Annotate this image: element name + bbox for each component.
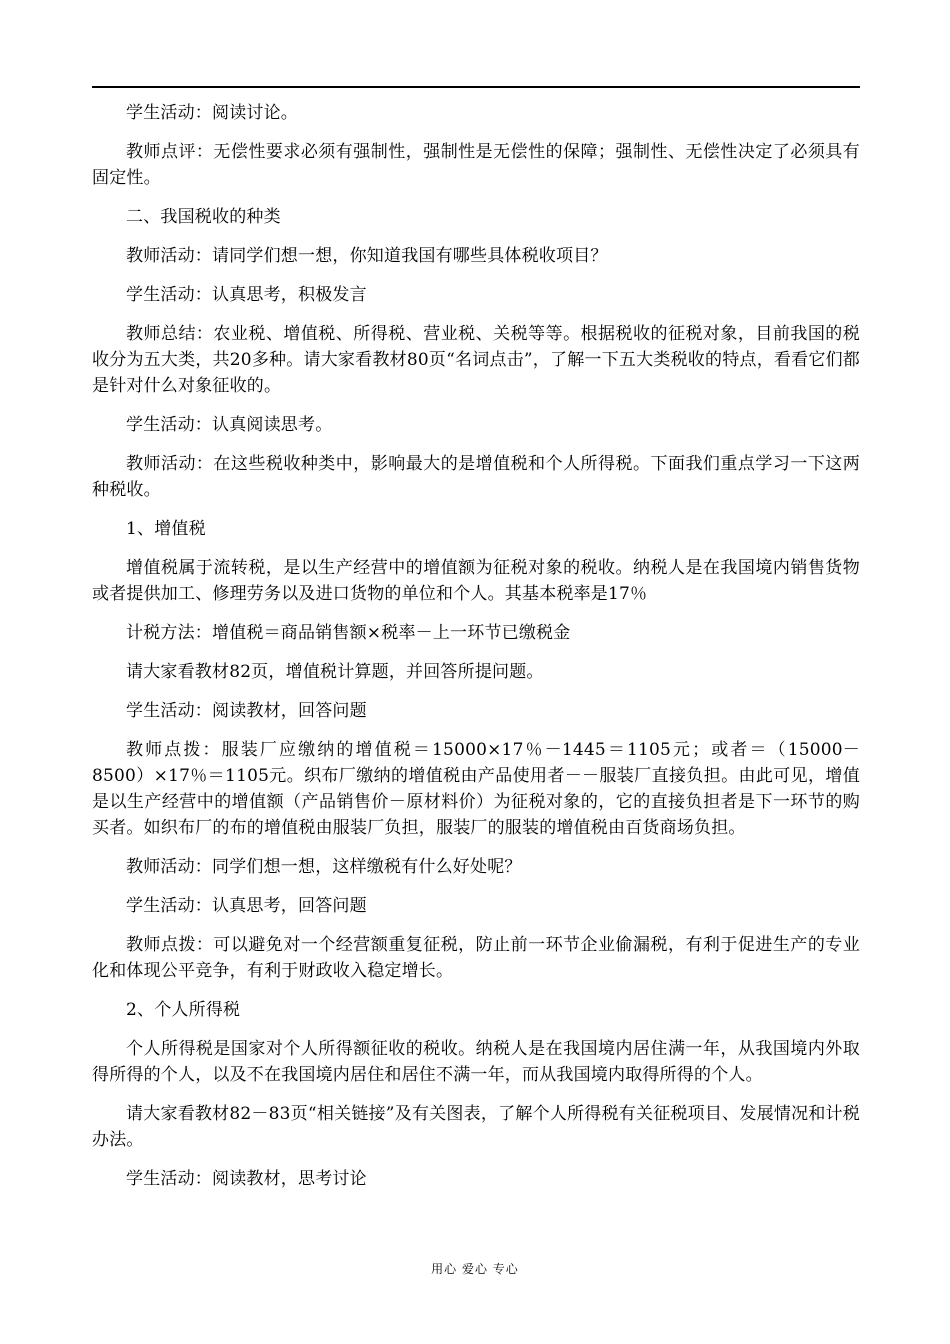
subsection-heading: 2、个人所得税 (126, 1000, 241, 1020)
paragraph: 请大家看教材82－83页“相关链接”及有关图表，了解个人所得税有关征税项目、发展情况和计税办法。 (92, 1104, 860, 1150)
paragraph: 学生活动：认真阅读思考。 (126, 415, 333, 435)
paragraph: 教师活动：同学们想一想，这样缴税有什么好处呢？ (126, 857, 522, 877)
paragraph: 学生活动：阅读教材，思考讨论 (126, 1169, 367, 1189)
paragraph: 个人所得税是国家对个人所得额征收的税收。纳税人是在我国境内居住满一年，从我国境内外取得所得的个人，以及不在我国境内居住和居住不满一年，而从我国境内取得所得的个人。 (92, 1039, 860, 1085)
paragraph: 教师活动：在这些税收种类中，影响最大的是增值税和个人所得税。下面我们重点学习一下这两种税收。 (92, 454, 860, 500)
page-footer: 用心 爱心 专心 (431, 1262, 519, 1276)
section-heading: 二、我国税收的种类 (126, 207, 281, 227)
paragraph: 学生活动：认真思考，积极发言 (126, 285, 367, 305)
paragraph: 教师点拨：服装厂应缴纳的增值税＝15000×17％－1445＝1105元；或者＝（15000－8500）×17％＝1105元。织布厂缴纳的增值税由产品使用者－－服装厂直接负担。由此可见，增值是以生产经营中的增值额（产品销售价－原材料价）为征税对象的，它的直接负担者是下一环节的购买者。如织布厂的布的增值税由服装厂负担，服装厂的服装的增值税由百货商场负担。 (92, 740, 860, 838)
paragraph: 请大家看教材82页，增值税计算题，并回答所提问题。 (126, 662, 544, 682)
paragraph: 学生活动：阅读教材，回答问题 (126, 701, 367, 721)
paragraph: 教师活动：请同学们想一想，你知道我国有哪些具体税收项目？ (126, 246, 608, 266)
paragraph: 增值税属于流转税，是以生产经营中的增值额为征税对象的税收。纳税人是在我国境内销售货物或者提供加工、修理劳务以及进口货物的单位和个人。其基本税率是17％ (92, 558, 860, 604)
subsection-heading: 1、增值税 (126, 519, 206, 539)
paragraph: 教师点拨：可以避免对一个经营额重复征税，防止前一环节企业偷漏税，有利于促进生产的专业化和体现公平竞争，有利于财政收入稳定增长。 (92, 935, 860, 981)
paragraph: 学生活动：认真思考，回答问题 (126, 896, 367, 916)
paragraph: 教师点评：无偿性要求必须有强制性，强制性是无偿性的保障；强制性、无偿性决定了必须具有固定性。 (92, 142, 860, 188)
document-body (92, 100, 860, 1205)
header-rule (92, 86, 860, 88)
paragraph: 教师总结：农业税、增值税、所得税、营业税、关税等等。根据税收的征税对象，目前我国的税收分为五大类，共20多种。请大家看教材80页“名词点击”，了解一下五大类税收的特点，看看它们都是针对什么对象征收的。 (92, 324, 860, 396)
formula-paragraph: 计税方法：增值税＝商品销售额×税率－上一环节已缴税金 (126, 623, 571, 643)
paragraph: 学生活动：阅读讨论。 (126, 103, 298, 123)
